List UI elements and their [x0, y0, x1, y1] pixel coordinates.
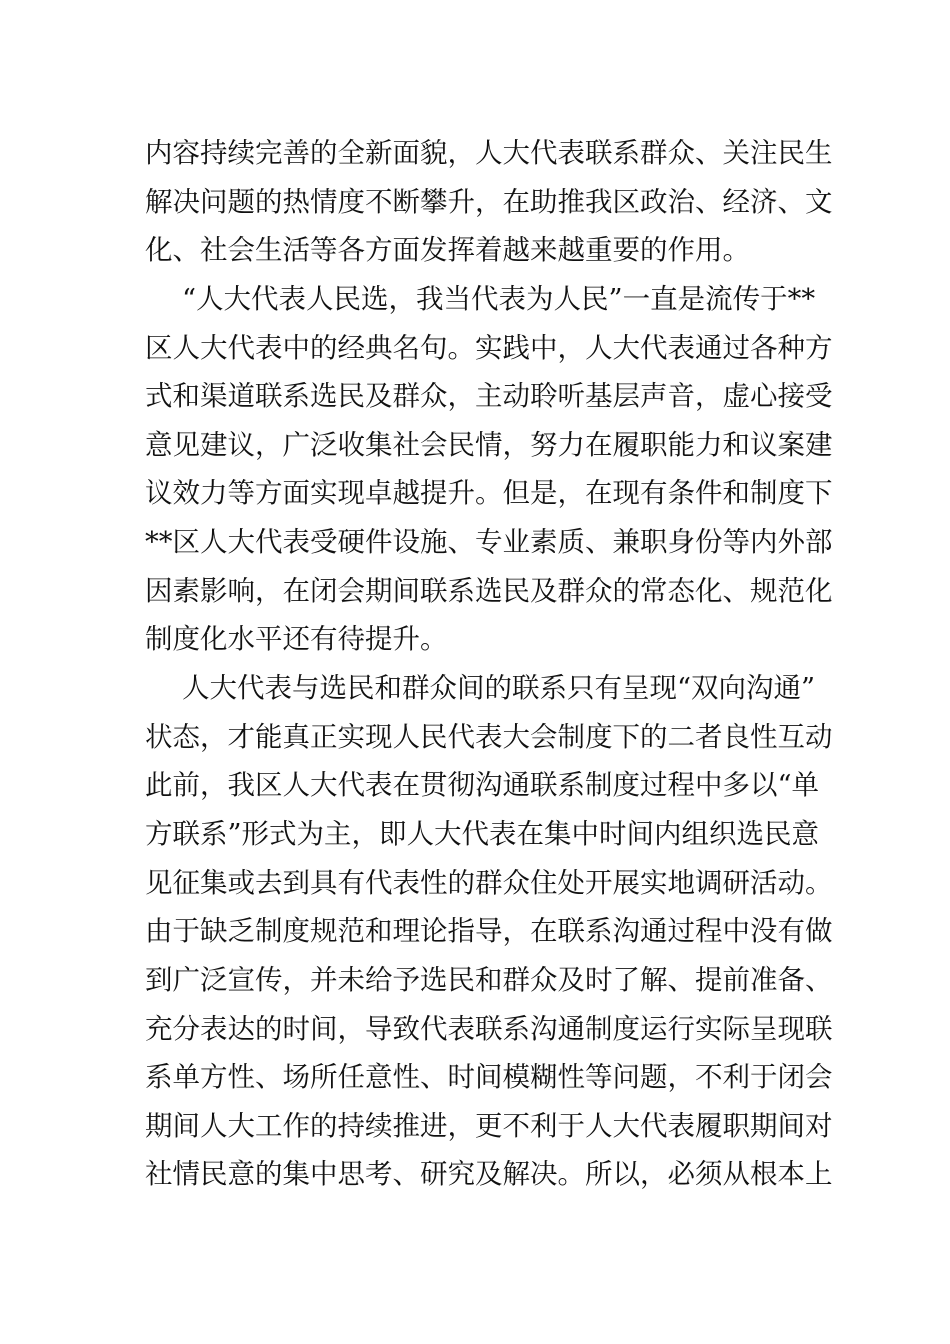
text-line: 此前，我区人大代表在贯彻沟通联系制度过程中多以“单 — [145, 769, 820, 802]
text-line: **区人大代表受硬件设施、专业素质、兼职身份等内外部 — [145, 526, 833, 559]
text-line: 因素影响，在闭会期间联系选民及群众的常态化、规范化 — [145, 574, 833, 607]
text-line: 充分表达的时间，导致代表联系沟通制度运行实际呈现联 — [145, 1012, 833, 1045]
paragraph-2 — [145, 275, 833, 664]
paragraph-3 — [145, 664, 833, 1199]
text-line: 社情民意的集中思考、研究及解决。所以，必须从根本上 — [145, 1158, 833, 1191]
text-line: 式和渠道联系选民及群众，主动聆听基层声音，虚心接受 — [145, 380, 833, 413]
paragraph-1 — [145, 129, 833, 275]
text-line: 方联系”形式为主，即人大代表在集中时间内组织选民意 — [145, 817, 820, 850]
text-line: 意见建议，广泛收集社会民情，努力在履职能力和议案建 — [145, 428, 833, 461]
text-line: 制度化水平还有待提升。 — [145, 623, 448, 656]
text-line: 人大代表与选民和群众间的联系只有呈现“双向沟通” — [182, 672, 816, 705]
text-line: 由于缺乏制度规范和理论指导，在联系沟通过程中没有做 — [145, 915, 833, 948]
text-line: 状态，才能真正实现人民代表大会制度下的二者良性互动 — [145, 720, 833, 753]
text-line: “人大代表人民选，我当代表为人民”一直是流传于** — [182, 282, 816, 315]
text-line: 见征集或去到具有代表性的群众住处开展实地调研活动。 — [145, 866, 833, 899]
text-line: 化、社会生活等各方面发挥着越来越重要的作用。 — [145, 234, 750, 267]
text-line: 系单方性、场所任意性、时间模糊性等问题，不利于闭会 — [145, 1061, 833, 1094]
text-line: 期间人大工作的持续推进，更不利于人大代表履职期间对 — [145, 1109, 833, 1142]
text-line: 到广泛宣传，并未给予选民和群众及时了解、提前准备、 — [145, 963, 833, 996]
text-line: 区人大代表中的经典名句。实践中，人大代表通过各种方 — [145, 331, 833, 364]
text-line: 内容持续完善的全新面貌，人大代表联系群众、关注民生 — [145, 137, 833, 169]
body-text — [145, 129, 833, 1199]
text-line: 解决问题的热情度不断攀升，在助推我区政治、经济、文 — [145, 185, 833, 218]
text-line: 议效力等方面实现卓越提升。但是，在现有条件和制度下 — [145, 477, 833, 510]
